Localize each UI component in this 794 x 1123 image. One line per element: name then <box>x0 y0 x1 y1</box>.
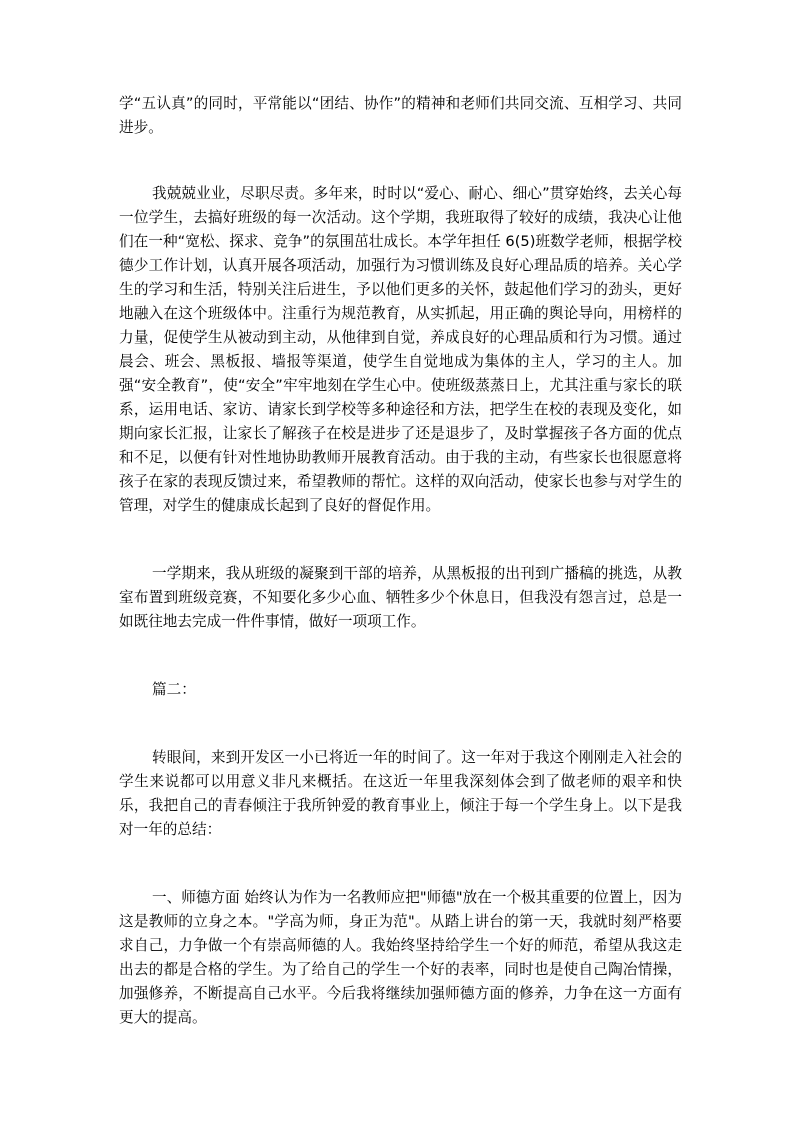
paragraph-semester-summary: 一学期来，我从班级的凝聚到干部的培养，从黑板报的出刊到广播稿的挑选，从教室布置到班级竞赛，不知要化多少心血、牺牲多少个休息日，但我没有怨言过，总是一如既往地去完成一件件事情，做好一项项工作。 <box>119 565 682 630</box>
paragraph-year-intro: 转眼间，来到开发区一小已将近一年的时间了。这一年对于我这个刚刚走入社会的学生来说都可以用意义非凡来概括。在这近一年里我深刻体会到了做老师的艰辛和快乐，我把自己的青春倾注于我所钟爱的教育事业上，倾注于每一个学生身上。以下是我对一年的总结： <box>119 749 682 838</box>
paragraph-continuation: 学“五认真”的同时，平常能以“团结、协作”的精神和老师们共同交流、互相学习、共同进步。 <box>119 95 682 136</box>
section-heading-part-two: 篇二： <box>152 681 196 698</box>
paragraph-class-management: 我兢兢业业，尽职尽责。多年来，时时以“爱心、耐心、细心”贯穿始终，去关心每一位学生，去搞好班级的每一次活动。这个学期，我班取得了较好的成绩，我决心让他们在一种“宽松、探求、竞争”的氛围茁壮成长。本学年担任 6(5)班数学老师，根据学校德少工作计划，认真开展各项活动，加强行为习惯训练及良好心理品质的培养。关心学生的学习和生活，特别关注后进生，予以他们更多的关怀，鼓起他们学习的劲头，更好地融入在这个班级体中。注重行为规范教育，从实抓起，用正确的舆论导向，用榜样的力量，促使学生从被动到主动，从他律到自觉，养成良好的心理品质和行为习惯。通过晨会、班会、黑板报、墙报等渠道，使学生自觉地成为集体的主人，学习的主人。加强“安全教育”，使“安全”牢牢地刻在学生心中。使班级蒸蒸日上，尤其注重与家长的联系，运用电话、家访、请家长到学校等多种途径和方法，把学生在校的表现及变化，如期向家长汇报，让家长了解孩子在校是进步了还是退步了，及时掌握孩子各方面的优点和不足，以便有针对性地协助教师开展教育活动。由于我的主动，有些家长也很愿意将孩子在家的表现反馈过来，希望教师的帮忙。这样的双向活动，使家长也参与对学生的管理，对学生的健康成长起到了良好的督促作用。 <box>119 185 682 514</box>
paragraph-teacher-ethics: 一、师德方面 始终认为作为一名教师应把"师德"放在一个极其重要的位置上，因为这是教师的立身之本。"学高为师，身正为范"。从踏上讲台的第一天，我就时刻严格要求自己，力争做一个有崇高师德的人。我始终坚持给学生一个好的师范，希望从我这走出去的都是合格的学生。为了给自己的学生一个好的表率，同时也是使自己陶冶情操，加强修养，不断提高自己水平。今后我将继续加强师德方面的修养，力争在这一方面有更大的提高。 <box>119 889 682 1026</box>
document-page <box>119 92 682 1030</box>
